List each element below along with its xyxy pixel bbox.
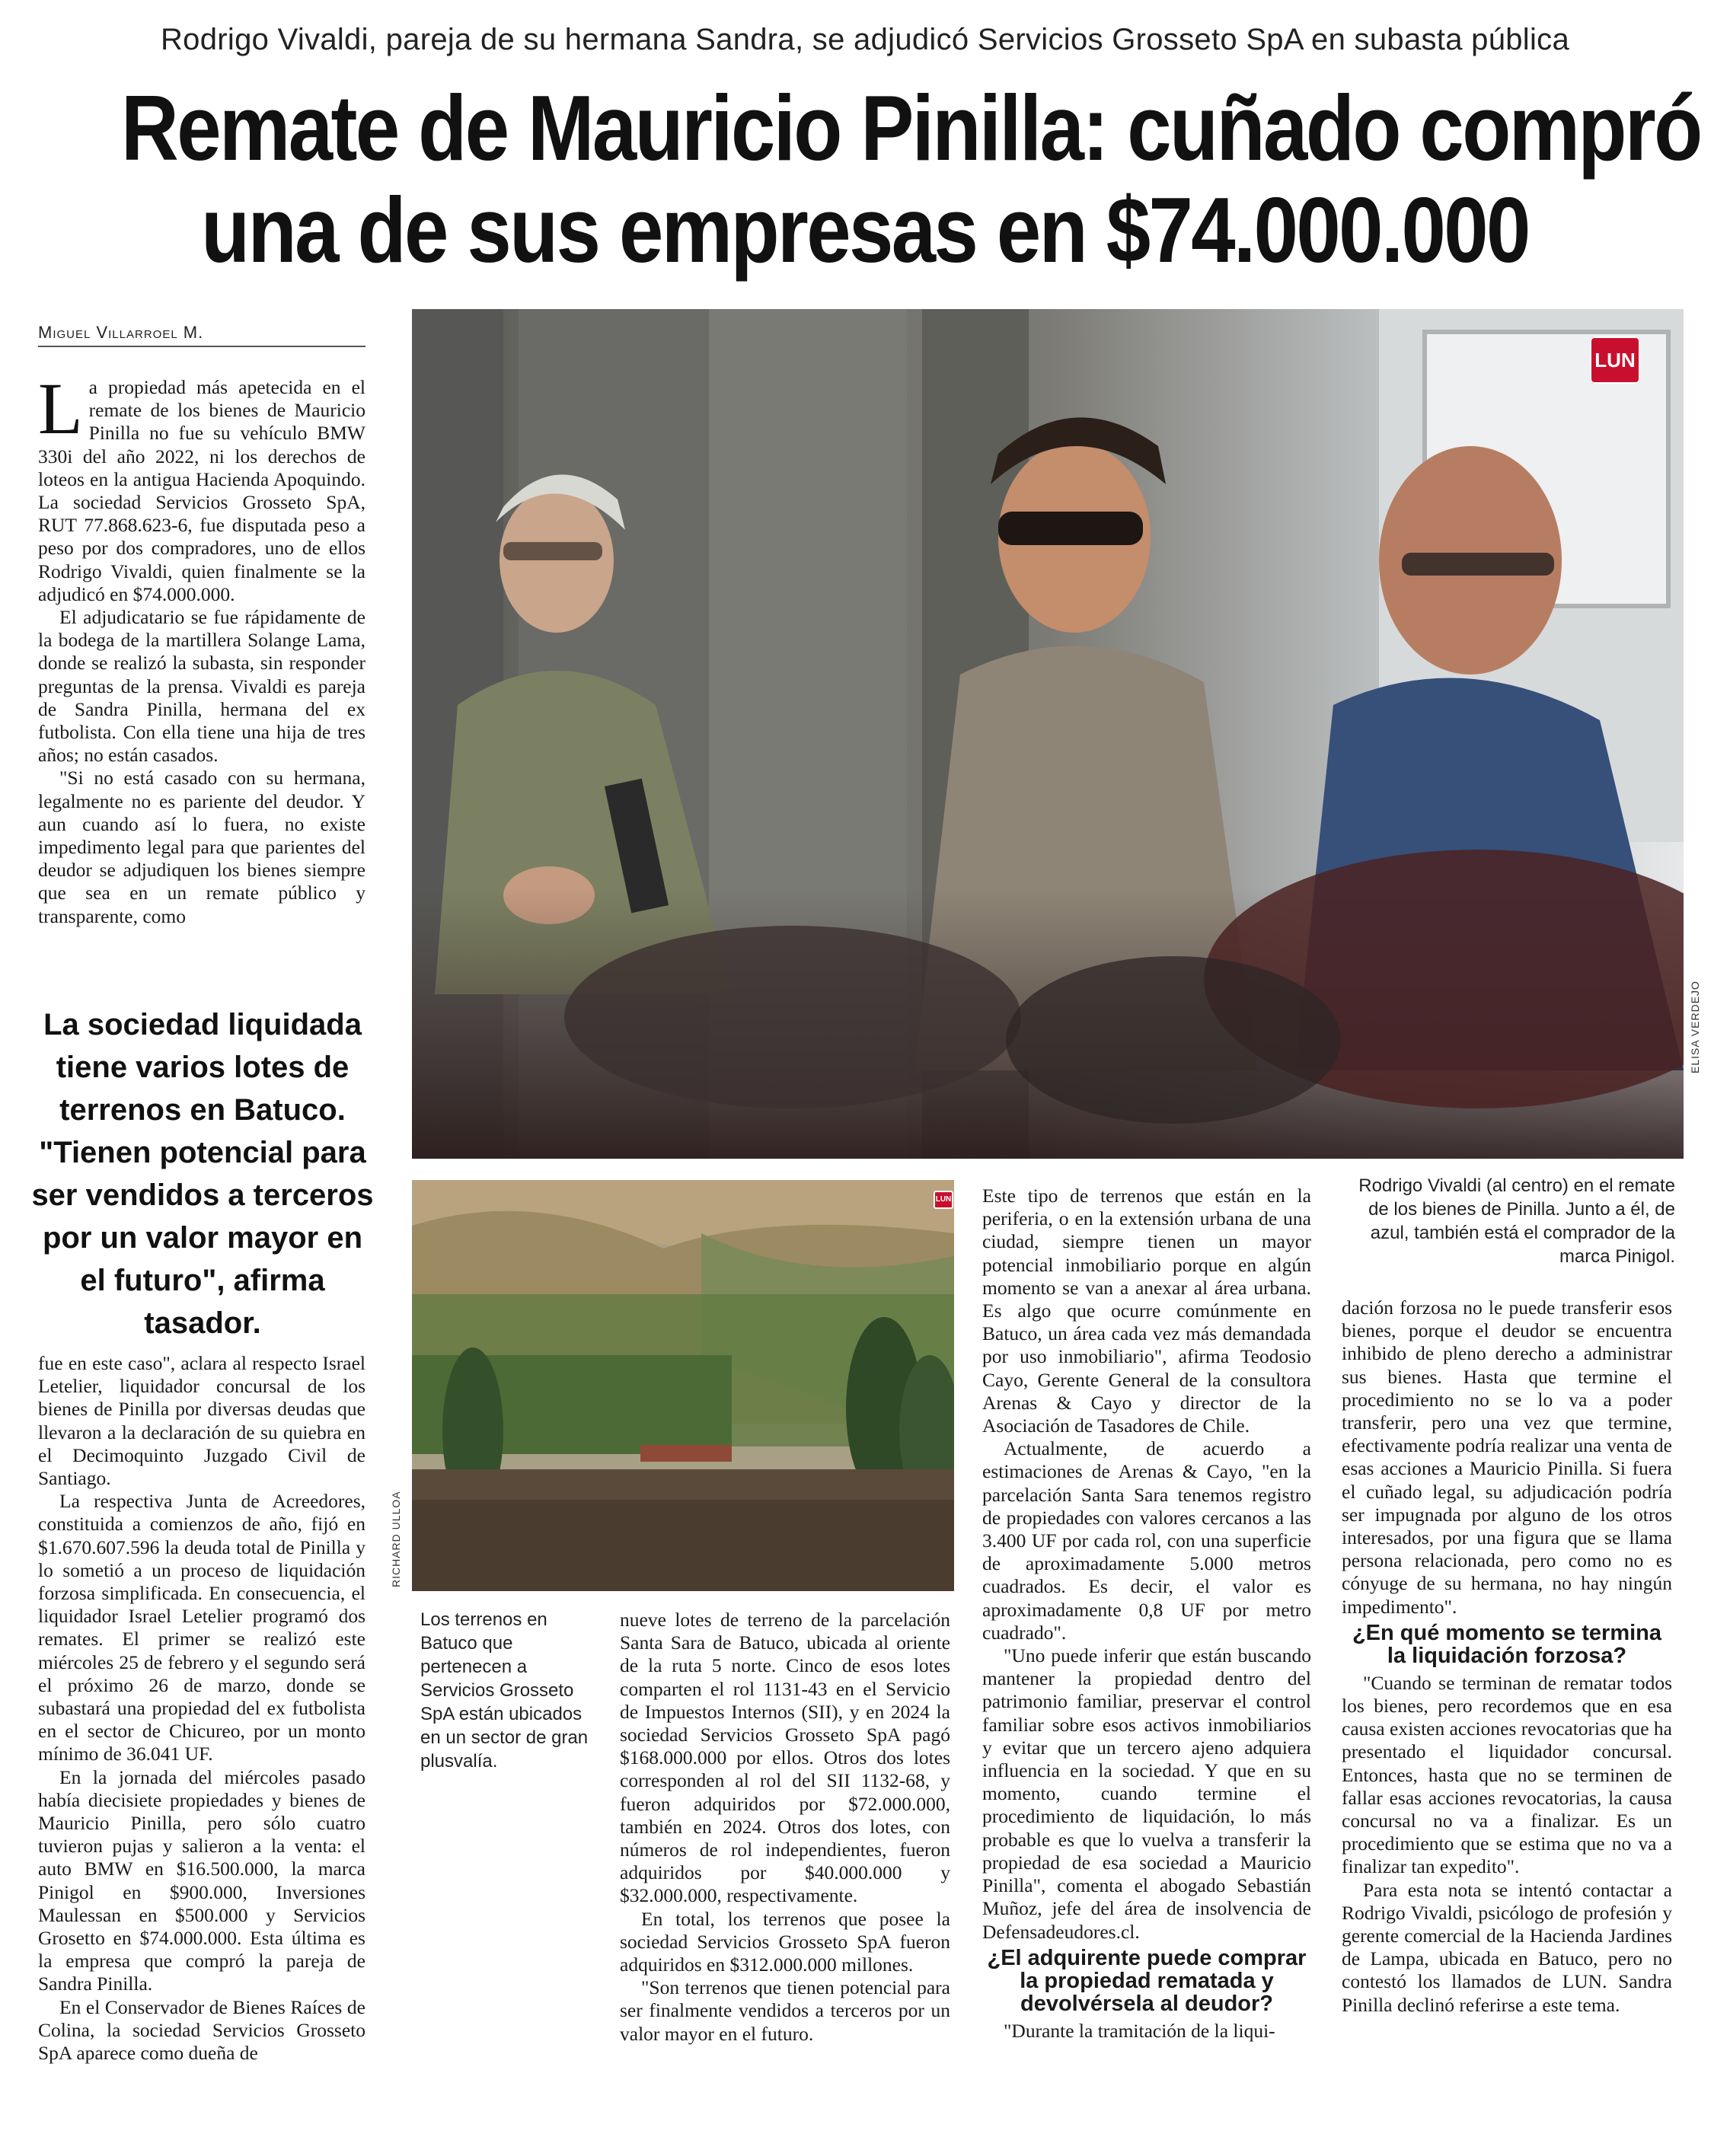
paragraph: fue en este caso", aclara al respecto Israel Letelier, liquidador concursal de los bienes de Pinilla por diversas deudas que llevaron a la declaración de su quiebra en el Decimoquinto Juzgado Civil de Santiago. <box>38 1352 365 1490</box>
kicker: Rodrigo Vivaldi, pareja de su hermana Sandra, se adjudicó Servicios Grosseto SpA en subasta pública <box>160 23 1570 56</box>
main-photo-caption: Rodrigo Vivaldi (al centro) en el remate de los bienes de Pinilla. Junto a él, de azul, también está el comprador de la marca Pinigol. <box>1358 1175 1675 1267</box>
auction-photo-illustration <box>412 309 1684 1159</box>
article-column-4 <box>1342 1296 1672 2126</box>
paragraph: Para esta nota se intentó contactar a Rodrigo Vivaldi, psicólogo de profesión y gerente comercial de la Hacienda Jardines de Lampa, ubicada en Batuco, pero no contestó los llamados de LUN. Sandra Pinilla declinó referirse a este tema. <box>1342 1878 1672 2016</box>
paragraph: "Uno puede inferir que están buscando mantener la propiedad dentro del patrimonio familiar, preservar el control familiar sobre esos activos inmobiliarios y evitar que un tercero ajeno adquiera influencia en la sociedad. Y que en su momento, cuando termine el procedimiento de liquidación, lo más probable es que lo vuelva a transferir la propiedad de esa sociedad a Mauricio Pinilla", comenta el abogado Sebastián Muñoz, jefe del área de insolvencia de Defensadeudores.cl. <box>982 1644 1311 1943</box>
byline: Miguel Villarroel M. <box>38 323 365 347</box>
photo-credit-main: ELISA VERDEJO <box>1689 981 1701 1073</box>
article-column-1-bottom <box>38 1352 365 2121</box>
paragraph: dación forzosa no le puede transferir esos bienes, porque el deudor se encuentra inhibido de pleno derecho a administrar sus bienes. Hasta que termine el procedimiento no se lo va a poder transferir, pero una vez que termine, efectivamente podría realizar una venta de esas acciones a Mauricio Pinilla. Si fuera el cuñado legal, su adjudicación podría ser impugnada por alguno de los otros interesados, por una figura que se llama persona relacionada, pero como no es cónyuge de su hermana, no hay ningún impedimento". <box>1342 1296 1672 1618</box>
subheading: ¿El adquirente puede comprar la propiedad rematada y devolvérsela al deudor? <box>987 1945 1307 2016</box>
lun-logo-small: LUN <box>934 1191 953 1209</box>
paragraph: a propiedad más apetecida en el remate de los bienes de Mauricio Pinilla no fue su vehículo BMW 330i del año 2022, ni los derechos de loteos en la antigua Hacienda Apoquindo. La sociedad Servicios Grosseto SpA, RUT 77.868.623-6, fue disputada peso a peso por dos compradores, uno de ellos Rodrigo Vivaldi, quien finalmente se la adjudicó en $74.000.000. <box>38 376 365 605</box>
paragraph: Este tipo de terrenos que están en la periferia, o en la extensión urbana de una ciudad, siempre tienen un mayor potencial inmobiliario porque en algún momento se van a anexar al área urbana. Es algo que ocurre comúnmente en Batuco, un área cada vez más demandada por uso inmobiliario", afirma Teodosio Cayo, Gerente General de la consultora Arenas & Cayo y director de la Asociación de Tasadores de Chile. <box>982 1185 1311 1437</box>
headline-line-1: Remate de Mauricio Pinilla: cuñado compró <box>121 76 1701 180</box>
article-column-3 <box>982 1185 1311 2129</box>
paragraph: nueve lotes de terreno de la parcelación Santa Sara de Batuco, ubicada al oriente de la ruta 5 norte. Cinco de esos lotes comparten el rol 1131-43 en el Servicio de Impuestos Internos (SII), y en 2024 la sociedad Servicios Grosseto SpA pagó $168.000.000 por ellos. Otros dos lotes corresponden al rol del SII 1132-68, y fueron adquiridos por $72.000.000, también en 2024. Otros dos lotes, con números de rol independientes, fueron adquiridos por $40.000.000 y $32.000.000, respectivamente. <box>620 1609 950 1907</box>
paragraph: En la jornada del miércoles pasado había diecisiete propiedades y bienes de Mauricio Pinilla, pero sólo cuatro tuvieron pujas y salieron a la venta: el auto BMW en $16.500.000, la marca Pinigol en $900.000, Inversiones Maulessan en $500.000 y Servicios Grosetto en $74.000.000. Esta última es la empresa que compró la pareja de Sandra Pinilla. <box>38 1765 365 1995</box>
subheading: ¿En qué momento se termina la liquidación forzosa? <box>1352 1620 1662 1668</box>
paragraph: En el Conservador de Bienes Raíces de Colina, la sociedad Servicios Grosseto SpA aparece como dueña de <box>38 1995 365 2065</box>
main-photo <box>412 309 1684 1159</box>
paragraph: "Si no está casado con su hermana, legalmente no es pariente del deudor. Y aun cuando así lo fuera, no existe impedimento legal para que parientes del deudor se adjudiquen los bienes siempre que sea en un remate público y transparente, como <box>38 767 365 927</box>
headline-line-2: una de sus empresas en $74.000.000 <box>201 178 1529 282</box>
article-column-1-top <box>38 376 365 1000</box>
paragraph: "Durante la tramitación de la liqui- <box>1004 2019 1275 2042</box>
land-photo-caption: Los terrenos en Batuco que pertenecen a Servicios Grosseto SpA están ubicados en un sector de gran plusvalía. <box>420 1609 589 1772</box>
paragraph: Actualmente, de acuerdo a estimaciones de Arenas & Cayo, "en la parcelación Santa Sara tenemos registro de propiedades con valores cercanos a las 3.400 UF por cada rol, con una superficie de aproximadamente 5.000 metros cuadrados. Es decir, el valor es aproximadamente 0,8 UF por metro cuadrado". <box>982 1437 1311 1644</box>
paragraph: En total, los terrenos que posee la sociedad Servicios Grosseto SpA fueron adquiridos en $312.000.000 millones. <box>620 1907 950 1976</box>
article-column-2 <box>620 1609 950 2126</box>
drop-cap: L <box>38 376 83 449</box>
paragraph: El adjudicatario se fue rápidamente de la bodega de la martillera Solange Lama, donde se realizó la subasta, sin responder preguntas de la prensa. Vivaldi es pareja de Sandra Pinilla, hermana del ex futbolista. Con ella tiene una hija de tres años; no están casados. <box>38 606 365 767</box>
photo-credit-land: RICHARD ULLOA <box>390 1491 402 1587</box>
batuco-land-illustration <box>412 1180 954 1591</box>
paragraph: "Son terrenos que tienen potencial para ser finalmente vendidos a terceros por un valor mayor en el futuro. <box>620 1976 950 2045</box>
lun-logo: LUN <box>1590 336 1640 384</box>
pull-quote: La sociedad liquidada tiene varios lotes de terrenos en Batuco. "Tienen potencial para ser vendidos a terceros por un valor mayor en el futuro", afirma tasador. <box>31 1008 374 1340</box>
paragraph: "Cuando se terminan de rematar todos los bienes, pero recordemos que en esa causa existen acciones revocatorias que ha presentado el liquidador concursal. Entonces, hasta que no se terminen de fallar esas acciones revocatorias, la causa concursal no va a finalizar. Es un procedimiento que se estima que no va a finalizar tan expedito". <box>1342 1671 1672 1878</box>
land-photo <box>412 1180 954 1591</box>
paragraph: La respectiva Junta de Acreedores, constituida a comienzos de año, fijó en $1.670.607.596 la deuda total de Pinilla y lo sometió a un proceso de liquidación forzosa simplificada. En consecuencia, el liquidador Israel Letelier programó dos remates. El primer se realizó este miércoles 25 de febrero y el segundo será el próximo 26 de marzo, donde se subastará una propiedad del ex futbolista en el sector de Chicureo, por un monto mínimo de 36.041 UF. <box>38 1490 365 1765</box>
